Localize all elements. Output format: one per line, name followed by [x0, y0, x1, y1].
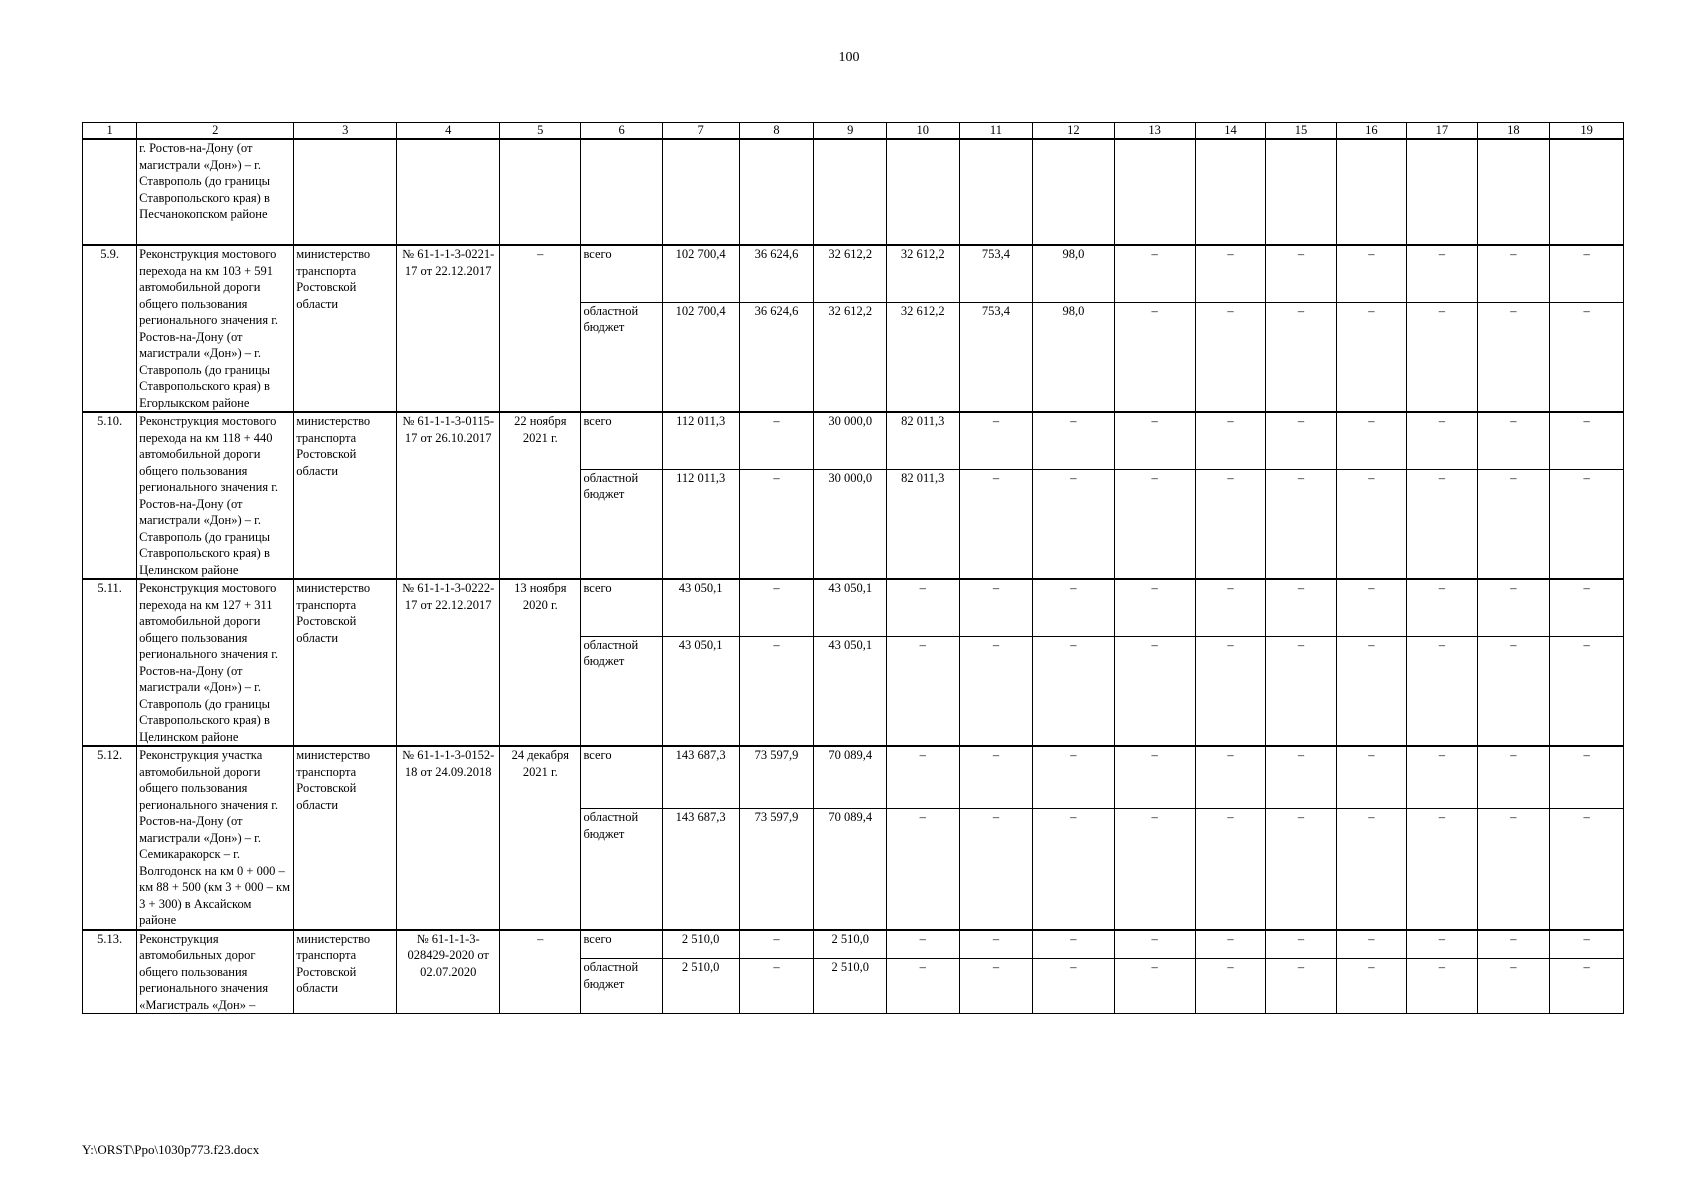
amount-cell: – [959, 959, 1033, 1014]
entry-executor: министерство транспорта Ростовской области [294, 412, 397, 579]
amount-cell: – [959, 412, 1033, 469]
column-number: 1 [83, 123, 137, 140]
amount-cell: – [1033, 636, 1114, 746]
column-number-row [83, 123, 1624, 140]
amount-cell: – [887, 636, 960, 746]
column-number: 3 [294, 123, 397, 140]
amount-cell: – [1407, 412, 1477, 469]
amount-cell: – [1407, 302, 1477, 412]
amount-cell: – [1477, 302, 1550, 412]
amount-cell: 73 597,9 [739, 746, 814, 809]
budget-table [82, 122, 1624, 1014]
amount-cell: – [1336, 809, 1406, 930]
amount-cell: 102 700,4 [662, 245, 739, 302]
amount-cell: – [1407, 930, 1477, 959]
amount-cell: – [1266, 579, 1336, 636]
amount-cell: – [739, 930, 814, 959]
amount-cell: – [1195, 412, 1265, 469]
amount-cell: – [1477, 746, 1550, 809]
amount-cell: 82 011,3 [887, 469, 960, 579]
amount-cell: – [1033, 809, 1114, 930]
entry-name: Реконструкция мостового перехода на км 118 + 440 автомобильной дороги общего пользования регионального значения г. Ростов-на-Дону (от магистрали «Дон») – г. Ставрополь (до границы Ставропольского края) в Целинском районе [137, 412, 294, 579]
amount-cell: – [1550, 746, 1624, 809]
amount-cell: 2 510,0 [814, 930, 887, 959]
amount-cell: – [1550, 959, 1624, 1014]
amount-cell: – [1033, 746, 1114, 809]
entry-row [83, 245, 1624, 302]
column-number: 7 [662, 123, 739, 140]
amount-cell: – [1114, 746, 1195, 809]
amount-cell: 30 000,0 [814, 412, 887, 469]
amount-cell: – [1114, 809, 1195, 930]
column-number: 15 [1266, 123, 1336, 140]
amount-cell: – [1336, 636, 1406, 746]
amount-cell: – [1114, 469, 1195, 579]
funding-source: всего [581, 579, 662, 636]
amount-cell: – [1195, 809, 1265, 930]
entry-name: Реконструкция мостового перехода на км 127 + 311 автомобильной дороги общего пользования регионального значения г. Ростов-на-Дону (от магистрали «Дон») – г. Ставрополь (до границы Ставропольского края) в Целинском районе [137, 579, 294, 746]
funding-source: областной бюджет [581, 302, 662, 412]
amount-cell: 32 612,2 [887, 245, 960, 302]
amount-cell: 36 624,6 [739, 245, 814, 302]
amount-cell: – [1114, 930, 1195, 959]
amount-cell: – [1407, 245, 1477, 302]
amount-cell: – [739, 636, 814, 746]
amount-cell: 82 011,3 [887, 412, 960, 469]
amount-cell: – [1266, 302, 1336, 412]
amount-cell: – [887, 930, 960, 959]
amount-cell: – [887, 959, 960, 1014]
amount-cell: – [1114, 579, 1195, 636]
amount-cell: – [1477, 959, 1550, 1014]
funding-source: всего [581, 930, 662, 959]
amount-cell: – [1407, 579, 1477, 636]
amount-cell: – [1033, 579, 1114, 636]
amount-cell: – [1266, 959, 1336, 1014]
entry-row [83, 746, 1624, 809]
column-number: 10 [887, 123, 960, 140]
entry-document: № 61-1-1-3-0152-18 от 24.09.2018 [397, 746, 500, 930]
entry-date: 24 декабря 2021 г. [500, 746, 581, 930]
amount-cell: 32 612,2 [814, 245, 887, 302]
amount-cell: – [959, 930, 1033, 959]
entry-date: – [500, 930, 581, 1014]
entry-name: Реконструкция автомобильных дорог общего пользования регионального значения «Магистраль «Дон» – [137, 930, 294, 1014]
entry-name: Реконструкция мостового перехода на км 103 + 591 автомобильной дороги общего пользования регионального значения г. Ростов-на-Дону (от магистрали «Дон») – г. Ставрополь (до границы Ставропольского края) в Егорлыкском районе [137, 245, 294, 412]
continuation-row [83, 139, 1624, 245]
funding-source: всего [581, 746, 662, 809]
column-number: 12 [1033, 123, 1114, 140]
amount-cell: 143 687,3 [662, 809, 739, 930]
amount-cell: – [1114, 245, 1195, 302]
amount-cell: – [1336, 302, 1406, 412]
amount-cell: – [739, 959, 814, 1014]
amount-cell: – [1033, 930, 1114, 959]
amount-cell: – [1550, 469, 1624, 579]
amount-cell: – [1477, 412, 1550, 469]
column-number: 13 [1114, 123, 1195, 140]
amount-cell: 32 612,2 [887, 302, 960, 412]
amount-cell: – [739, 579, 814, 636]
amount-cell: – [1033, 469, 1114, 579]
amount-cell: – [959, 809, 1033, 930]
amount-cell: 32 612,2 [814, 302, 887, 412]
column-number: 8 [739, 123, 814, 140]
entry-number: 5.11. [83, 579, 137, 746]
entry-name: Реконструкция участка автомобильной дороги общего пользования регионального значения г. Ростов-на-Дону (от магистрали «Дон») – г. Семикаракорск – г. Волгодонск на км 0 + 000 – км 88 + 500 (км 3 + 000 – км 3 + 300) в Аксайском районе [137, 746, 294, 930]
amount-cell: – [1550, 809, 1624, 930]
amount-cell: – [1114, 959, 1195, 1014]
amount-cell: 753,4 [959, 245, 1033, 302]
amount-cell: – [1336, 579, 1406, 636]
amount-cell: 102 700,4 [662, 302, 739, 412]
amount-cell: – [959, 469, 1033, 579]
amount-cell: – [1195, 245, 1265, 302]
amount-cell: 143 687,3 [662, 746, 739, 809]
entry-number: 5.12. [83, 746, 137, 930]
amount-cell: – [1550, 302, 1624, 412]
amount-cell: 43 050,1 [814, 579, 887, 636]
amount-cell: – [1477, 809, 1550, 930]
amount-cell: – [1195, 959, 1265, 1014]
amount-cell: 112 011,3 [662, 469, 739, 579]
column-number: 16 [1336, 123, 1406, 140]
amount-cell: 70 089,4 [814, 746, 887, 809]
amount-cell: 30 000,0 [814, 469, 887, 579]
amount-cell: – [1336, 930, 1406, 959]
column-number: 14 [1195, 123, 1265, 140]
amount-cell: – [887, 809, 960, 930]
amount-cell: – [1195, 636, 1265, 746]
amount-cell: – [959, 636, 1033, 746]
amount-cell: – [1195, 579, 1265, 636]
amount-cell: – [1195, 746, 1265, 809]
amount-cell: 43 050,1 [662, 636, 739, 746]
amount-cell: – [1266, 930, 1336, 959]
column-number: 17 [1407, 123, 1477, 140]
amount-cell: – [1407, 809, 1477, 930]
amount-cell: – [1033, 959, 1114, 1014]
amount-cell: – [1336, 746, 1406, 809]
amount-cell: – [1407, 636, 1477, 746]
amount-cell: – [1195, 469, 1265, 579]
entry-executor: министерство транспорта Ростовской области [294, 579, 397, 746]
entry-executor: министерство транспорта Ростовской области [294, 245, 397, 412]
amount-cell: – [1266, 245, 1336, 302]
funding-source: областной бюджет [581, 959, 662, 1014]
amount-cell: – [1336, 959, 1406, 1014]
amount-cell: – [1550, 579, 1624, 636]
amount-cell: – [1550, 636, 1624, 746]
amount-cell: 2 510,0 [662, 930, 739, 959]
amount-cell: 73 597,9 [739, 809, 814, 930]
continuation-text: г. Ростов-на-Дону (от магистрали «Дон») – г. Ставрополь (до границы Ставропольского края) в Песчанокопском районе [137, 139, 294, 245]
entry-number: 5.13. [83, 930, 137, 1014]
amount-cell: – [959, 746, 1033, 809]
entry-number: 5.9. [83, 245, 137, 412]
amount-cell: – [1266, 746, 1336, 809]
amount-cell: 753,4 [959, 302, 1033, 412]
amount-cell: 2 510,0 [662, 959, 739, 1014]
amount-cell: – [1266, 412, 1336, 469]
entry-date: – [500, 245, 581, 412]
amount-cell: – [739, 412, 814, 469]
amount-cell: – [1336, 245, 1406, 302]
amount-cell: – [1477, 930, 1550, 959]
entry-row [83, 579, 1624, 636]
amount-cell: 70 089,4 [814, 809, 887, 930]
column-number: 5 [500, 123, 581, 140]
amount-cell: – [959, 579, 1033, 636]
column-number: 19 [1550, 123, 1624, 140]
amount-cell: – [1114, 302, 1195, 412]
column-number: 11 [959, 123, 1033, 140]
entry-row [83, 412, 1624, 469]
amount-cell: 36 624,6 [739, 302, 814, 412]
amount-cell: 112 011,3 [662, 412, 739, 469]
amount-cell: – [887, 746, 960, 809]
file-path-footer: Y:\ORST\Ppo\1030p773.f23.docx [82, 1142, 260, 1157]
column-number: 4 [397, 123, 500, 140]
amount-cell: – [1336, 412, 1406, 469]
column-number: 9 [814, 123, 887, 140]
amount-cell: – [1407, 469, 1477, 579]
entry-date: 13 ноября 2020 г. [500, 579, 581, 746]
amount-cell: – [1550, 412, 1624, 469]
entry-document: № 61-1-1-3-028429-2020 от 02.07.2020 [397, 930, 500, 1014]
entry-executor: министерство транспорта Ростовской области [294, 746, 397, 930]
amount-cell: – [1195, 930, 1265, 959]
amount-cell: – [1477, 579, 1550, 636]
funding-source: всего [581, 245, 662, 302]
entry-document: № 61-1-1-3-0221-17 от 22.12.2017 [397, 245, 500, 412]
column-number: 6 [581, 123, 662, 140]
column-number: 18 [1477, 123, 1550, 140]
funding-source: областной бюджет [581, 636, 662, 746]
amount-cell: 43 050,1 [814, 636, 887, 746]
amount-cell: – [1114, 412, 1195, 469]
amount-cell: – [1477, 636, 1550, 746]
amount-cell: – [1550, 930, 1624, 959]
amount-cell: – [1477, 469, 1550, 579]
funding-source: областной бюджет [581, 809, 662, 930]
entry-executor: министерство транспорта Ростовской области [294, 930, 397, 1014]
entry-row [83, 930, 1624, 959]
amount-cell: – [1407, 746, 1477, 809]
amount-cell: – [1266, 809, 1336, 930]
entry-document: № 61-1-1-3-0115-17 от 26.10.2017 [397, 412, 500, 579]
amount-cell: – [1407, 959, 1477, 1014]
funding-source: областной бюджет [581, 469, 662, 579]
amount-cell: – [1033, 412, 1114, 469]
entry-number: 5.10. [83, 412, 137, 579]
amount-cell: – [1266, 636, 1336, 746]
amount-cell: – [1195, 302, 1265, 412]
amount-cell: – [1266, 469, 1336, 579]
entry-date: 22 ноября 2021 г. [500, 412, 581, 579]
amount-cell: 2 510,0 [814, 959, 887, 1014]
amount-cell: – [1336, 469, 1406, 579]
amount-cell: – [887, 579, 960, 636]
column-number: 2 [137, 123, 294, 140]
amount-cell: 98,0 [1033, 245, 1114, 302]
amount-cell: – [1114, 636, 1195, 746]
funding-source: всего [581, 412, 662, 469]
amount-cell: 43 050,1 [662, 579, 739, 636]
amount-cell: – [1550, 245, 1624, 302]
entry-document: № 61-1-1-3-0222-17 от 22.12.2017 [397, 579, 500, 746]
amount-cell: – [739, 469, 814, 579]
amount-cell: 98,0 [1033, 302, 1114, 412]
page-number: 100 [838, 50, 860, 65]
amount-cell: – [1477, 245, 1550, 302]
